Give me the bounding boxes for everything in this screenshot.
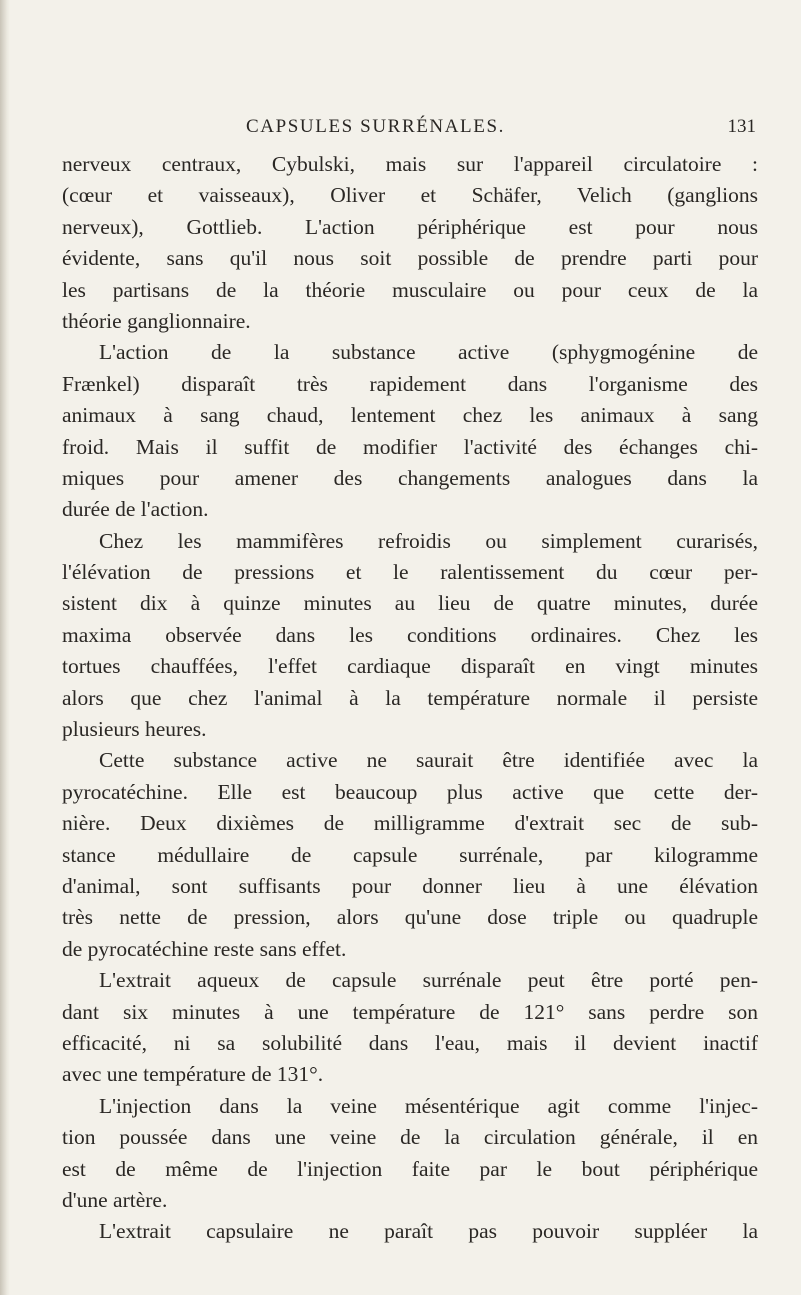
body-text [62, 149, 758, 1248]
text-line: évidente, sans qu'il nous soit possible de prendre parti pour [62, 246, 758, 271]
text-line: nerveux), Gottlieb. L'action périphérique est pour nous [62, 214, 758, 239]
text-line: Frænkel) disparaît très rapidement dans l'organisme des [62, 371, 758, 396]
running-title: CAPSULES SURRÉNALES. [246, 116, 505, 137]
text-line: l'élévation de pressions et le ralentissement du cœur per- [62, 560, 758, 585]
text-line: stance médullaire de capsule surrénale, par kilogramme [62, 842, 758, 867]
text-line: durée de l'action. [62, 497, 209, 522]
text-line: plusieurs heures. [62, 717, 207, 742]
running-header [60, 116, 760, 140]
text-line: tion poussée dans une veine de la circulation générale, il en [62, 1125, 758, 1150]
text-line: est de même de l'injection faite par le bout périphérique [62, 1156, 758, 1181]
text-line: théorie ganglionnaire. [62, 308, 251, 333]
text-line: L'extrait capsulaire ne paraît pas pouvoir suppléer la [99, 1219, 758, 1244]
text-line: avec une température de 131°. [62, 1062, 324, 1087]
page-gutter-shadow [0, 0, 10, 1295]
text-line: très nette de pression, alors qu'une dose triple ou quadruple [62, 905, 758, 930]
text-line: d'animal, sont suffisants pour donner lieu à une élévation [62, 873, 758, 898]
text-line: miques pour amener des changements analogues dans la [62, 465, 758, 490]
text-line: efficacité, ni sa solubilité dans l'eau, mais il devient inactif [62, 1030, 758, 1055]
text-line: L'injection dans la veine mésentérique agit comme l'injec- [99, 1093, 758, 1118]
text-line: tortues chauffées, l'effet cardiaque disparaît en vingt minutes [62, 654, 758, 679]
text-line: dant six minutes à une température de 121° sans perdre son [62, 999, 758, 1024]
text-line: L'action de la substance active (sphygmogénine de [99, 340, 758, 365]
text-line: Chez les mammifères refroidis ou simplement curarisés, [99, 528, 758, 553]
text-line: maxima observée dans les conditions ordinaires. Chez les [62, 622, 758, 647]
text-line: alors que chez l'animal à la température normale il persiste [62, 685, 758, 710]
page-number: 131 [727, 116, 756, 137]
text-line: nière. Deux dixièmes de milligramme d'extrait sec de sub- [62, 811, 758, 836]
text-line: de pyrocatéchine reste sans effet. [62, 936, 347, 961]
text-line: d'une artère. [62, 1187, 168, 1212]
text-line: sistent dix à quinze minutes au lieu de quatre minutes, durée [62, 591, 758, 616]
text-line: les partisans de la théorie musculaire ou pour ceux de la [62, 277, 758, 302]
text-line: nerveux centraux, Cybulski, mais sur l'appareil circulatoire : [62, 152, 758, 176]
text-line: L'extrait aqueux de capsule surrénale peut être porté pen- [99, 968, 758, 993]
text-line: animaux à sang chaud, lentement chez les animaux à sang [62, 403, 758, 428]
text-line: (cœur et vaisseaux), Oliver et Schäfer, Velich (ganglions [62, 183, 758, 208]
text-line: Cette substance active ne saurait être identifiée avec la [99, 748, 758, 773]
text-line: froid. Mais il suffit de modifier l'activité des échanges chi- [62, 434, 758, 459]
text-line: pyrocatéchine. Elle est beaucoup plus active que cette der- [62, 779, 758, 804]
